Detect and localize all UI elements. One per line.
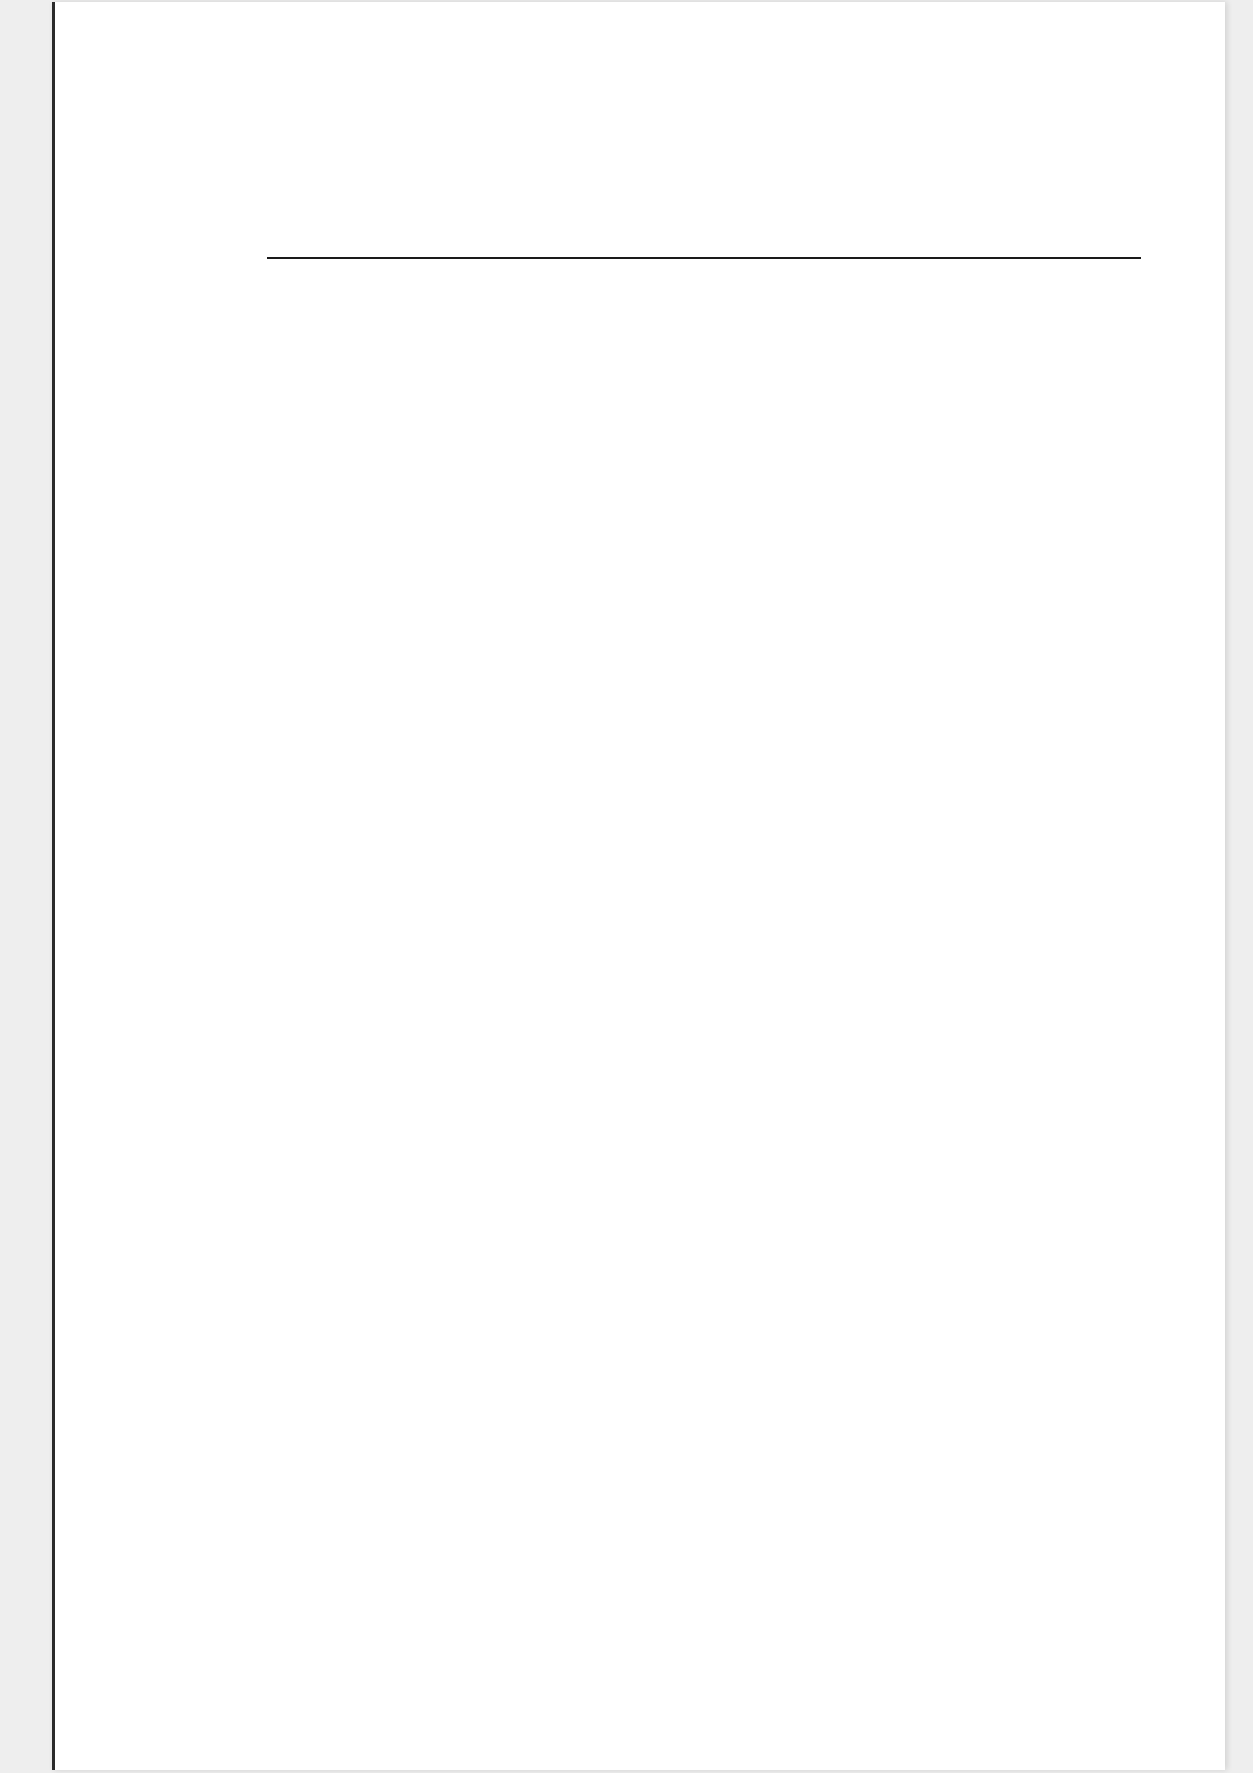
running-header [267,217,1141,259]
book-page [52,2,1225,1770]
